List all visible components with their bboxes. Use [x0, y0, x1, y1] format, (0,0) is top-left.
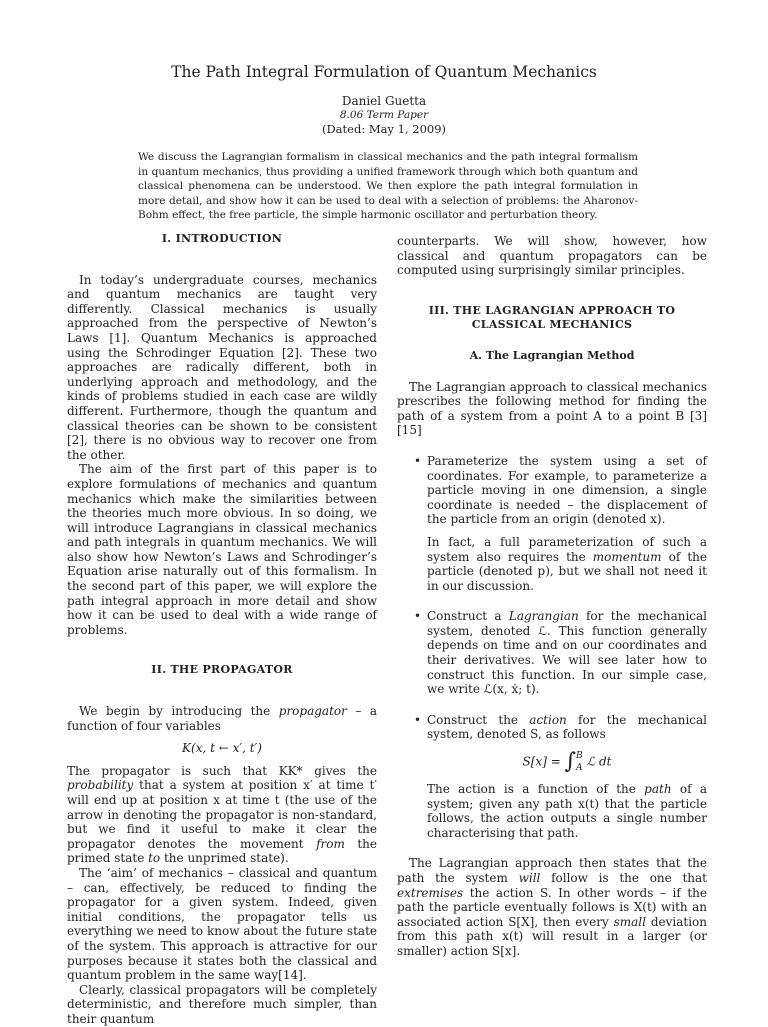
propagator-paragraph-3: The ‘aim’ of mechanics – classical and quantum – can, effectively, be reduced to finding the propagator for a given system. Indeed, given initial conditions, the propagator tells us everything we need to know about the future state of the system. This approach is attractive for our purposes because it states both the classical and quantum problem in the same way[14]. [67, 865, 377, 983]
integral-upper-limit: B [576, 751, 583, 762]
lagrangian-steps-list [397, 454, 707, 840]
propagator-paragraph-2: The propagator is such that KK* gives the probability that a system at position x′ at time t′ will end up at position x at time t (the use of the arrow in denoting the propagator is non-standard, but we find it useful to make it clear the propagator denotes the movement from the primed state to the unprimed state). [67, 763, 378, 866]
list-item [414, 453, 708, 593]
section-heading-propagator: II. THE PROPAGATOR [151, 663, 293, 677]
paper-subtitle: 8.06 Term Paper [339, 108, 429, 121]
lagrangian-intro-paragraph: The Lagrangian approach to classical mechanics prescribes the following method for finding the path of a system from a point A to a point B [3][15] [397, 379, 707, 438]
intro-paragraph-1: In today’s undergraduate courses, mechanics and quantum mechanics are taught very differently. Classical mechanics is usually approached from the perspective of Newton’s Laws [1]. Quantum Mechanics is approached using the Schrodinger Equation [2]. These two approaches are radically different, both in underlying approach and methodology, and the kinds of problems studied in each case are wildly different. Furthermore, though the quantum and classical theories can be shown to be consistent [2], there is no obvious way to recover one from the other. [67, 272, 377, 462]
bullet-icon: • [414, 712, 422, 727]
paper-title: The Path Integral Formulation of Quantum Mechanics [171, 63, 597, 81]
list-item [414, 712, 707, 841]
integral-symbol: ∫ [564, 749, 577, 775]
propagator-paragraph-1: We begin by introducing the propagator – a function of four variables [67, 704, 377, 733]
propagator-equation: K(x, t ← x′, t′) [182, 741, 262, 756]
paper-header [0, 62, 768, 136]
propagator-paragraph-4-continued: counterparts. We will show, however, how classical and quantum propagators can be computed using surprisingly similar principles. [397, 234, 707, 278]
step-parameterize-text: Parameterize the system using a set of coordinates. For example, to parameterize a particle moving in one dimension, a single coordinate is needed – the displacement of the particle from an origin (denoted x). [427, 453, 707, 527]
step-lagrangian-text: Construct a Lagrangian for the mechanical system, denoted ℒ. This function generally depends on time and on our coordinates and their derivatives. We will see later how to construct this function. In our simple case, we write ℒ(x, ẋ; t). [427, 609, 707, 697]
section-heading-introduction: I. INTRODUCTION [161, 232, 283, 245]
lagrangian-principle-paragraph: The Lagrangian approach then states that the path the system will follow is the one that extremises the action S. In other words – if the path the particle eventually follows is X(t) with an associated action S[X], then every small deviation from this path x(t) will result in a larger (or smaller) action S[x]. [397, 856, 707, 958]
step-parameterize-note: In fact, a full parameterization of such a system also requires the momentum of the particle (denoted p), but we shall not need it in our discussion. [427, 534, 708, 593]
section-heading-lagrangian-line2: CLASSICAL MECHANICS [471, 318, 633, 332]
bullet-icon: • [414, 453, 422, 468]
subsection-heading-lagrangian-method: A. The Lagrangian Method [469, 348, 635, 362]
paper-date: (Dated: May 1, 2009) [321, 121, 447, 136]
bullet-icon: • [414, 609, 422, 624]
propagator-paragraph-4: Clearly, classical propagators will be completely deterministic, and therefore much simpler, than their quantum [67, 982, 377, 1026]
list-item [414, 609, 707, 697]
left-column [67, 232, 377, 1027]
right-column [397, 234, 707, 959]
abstract: We discuss the Lagrangian formalism in classical mechanics and the path integral formalism in quantum mechanics, thus providing a unified framework through which both quantum and classical phenomena can be understood. We then explore the path integral formulation in more detail, and show how it can be used to deal with a selection of problems: the Aharonov-Bohm effect, the free particle, the simple harmonic oscillator and perturbation theory. [138, 151, 638, 222]
integral-lower-limit: A [576, 763, 583, 774]
action-equation: S[x] = ∫ B A ℒ dt [522, 749, 612, 775]
action-explanation: The action is a function of the path of a system; given any path x(t) that the particle follows, the action outputs a single number characterising that path. [427, 782, 707, 840]
step-action-text: Construct the action for the mechanical system, denoted S, as follows [427, 712, 707, 742]
section-heading-lagrangian-line1: III. THE LAGRANGIAN APPROACH TO [428, 303, 676, 317]
intro-paragraph-2: The aim of the first part of this paper is to explore formulations of mechanics and quantum mechanics which make the similarities between the theories much more obvious. In so doing, we will introduce Lagrangians in classical mechanics and path integrals in quantum mechanics. We will also show how Newton’s Laws and Schrodinger’s Equation arise naturally out of this formalism. In the second part of this paper, we will explore the path integral approach in more detail and show how it can be used to deal with a wide range of problems. [67, 462, 377, 637]
paper-author: Daniel Guetta [341, 94, 427, 108]
